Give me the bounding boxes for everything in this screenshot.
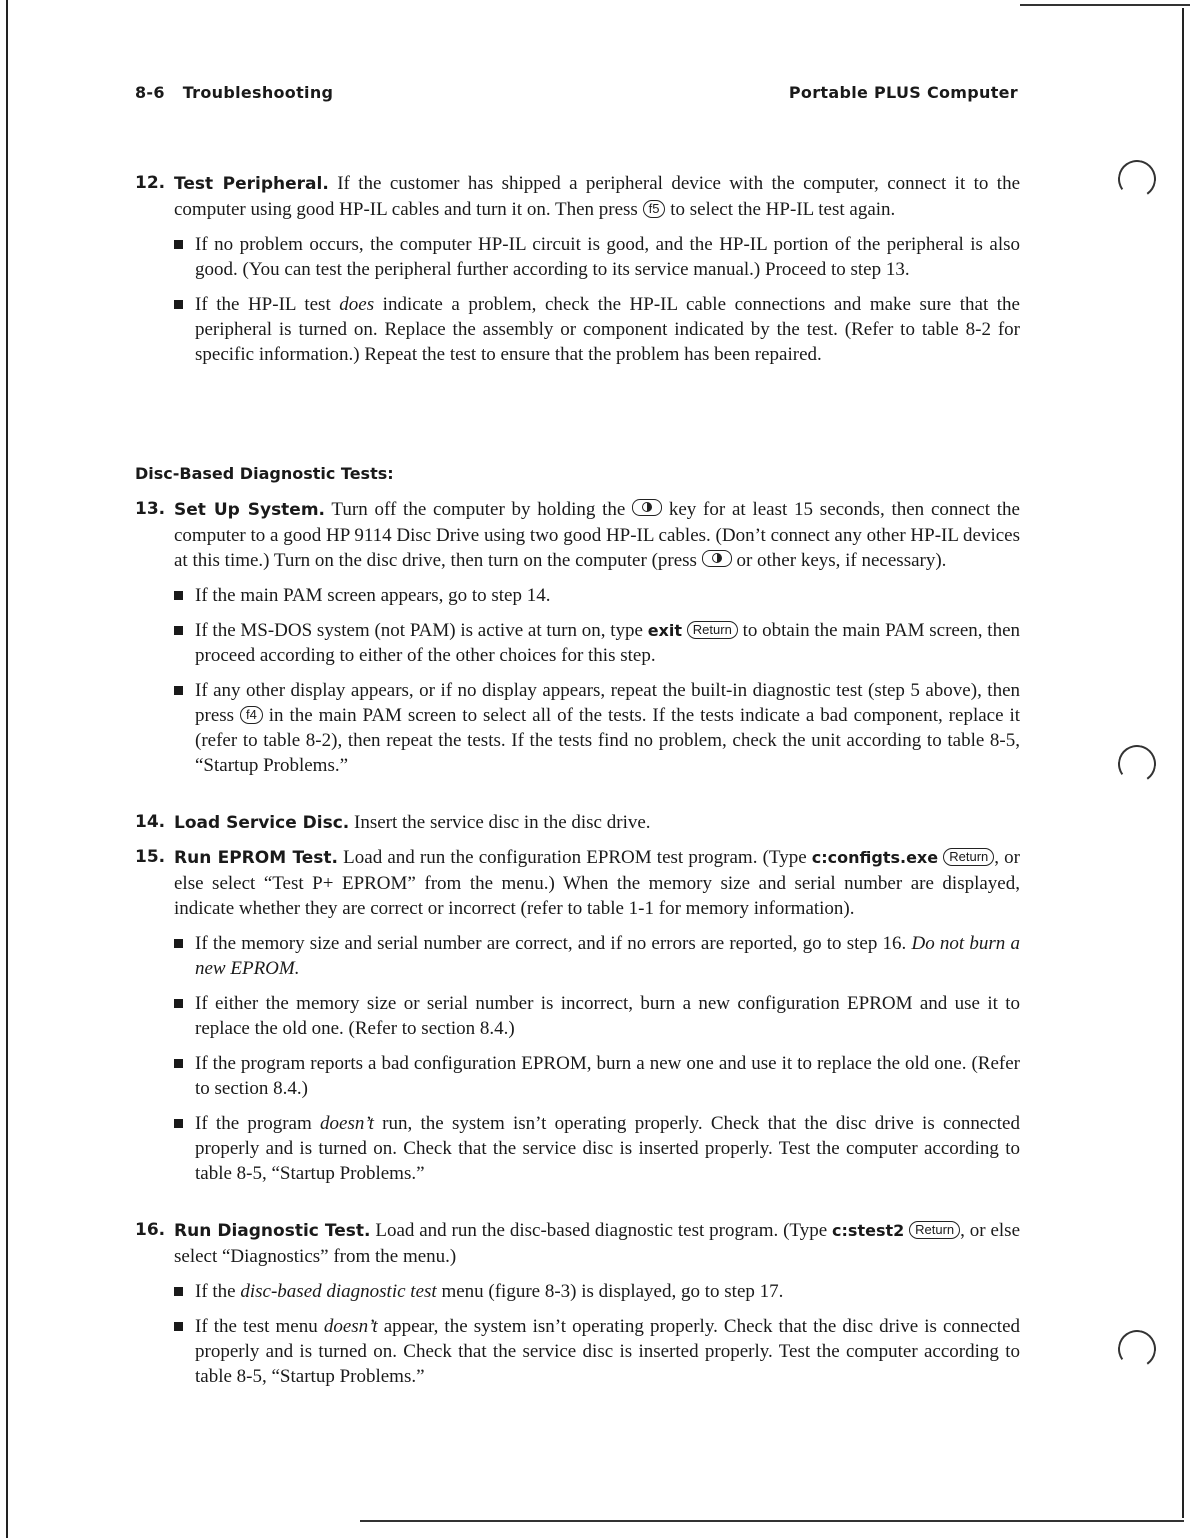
emphasis: does (339, 294, 375, 315)
bullet-list (174, 1279, 1020, 1389)
list-item: If the main PAM screen appears, go to step 14. (174, 583, 1020, 608)
list-item: If no problem occurs, the computer HP-IL circuit is good, and the HP-IL portion of the peripheral is also good. (You can test the peripheral further according to its service manual.) Proceed to step 13. (174, 232, 1020, 282)
list-item: If either the memory size or serial number is incorrect, burn a new configuration EPROM and use it to replace the old one. (Refer to section 8.4.) (174, 991, 1020, 1041)
step-title: Load Service Disc. (174, 813, 350, 833)
step-text (174, 810, 1020, 836)
step-number: 12. (135, 173, 166, 193)
binder-hole-icon (1115, 157, 1159, 201)
section-heading: Disc-Based Diagnostic Tests: (135, 464, 394, 483)
step-14 (135, 810, 1020, 836)
item-text: If the HP-IL test (195, 294, 340, 315)
list-item (174, 1111, 1020, 1186)
step-text-part: If the customer has shipped a peripheral device with the computer, connect it to the computer using good HP-IL cables and turn it on. Then press (174, 173, 1020, 220)
step-text-part: Load and run the configuration EPROM test program. (Type (338, 847, 812, 868)
item-text: to obtain the main PAM screen, then proceed according to either of the other choices for this step. (195, 620, 1020, 666)
emphasis: disc-based diagnostic test (240, 1281, 437, 1302)
step-15 (135, 845, 1020, 1196)
command-text: exit (647, 621, 683, 640)
step-text (174, 497, 1020, 573)
step-text (174, 171, 1020, 222)
step-text-part: , or else select “Diagnostics” from the menu.) (174, 1220, 1021, 1267)
page-edge-top (1020, 4, 1190, 6)
step-title: Set Up System. (174, 500, 326, 520)
page-edge-bottom (360, 1520, 1184, 1522)
bullet-list (174, 583, 1020, 778)
item-text: If the program (195, 1113, 321, 1134)
step-title: Test Peripheral. (174, 174, 329, 194)
power-key-icon (632, 499, 662, 516)
emphasis: Do not burn a new EPROM. (195, 933, 1020, 979)
return-key-icon: Return (943, 848, 994, 866)
step-number: 13. (135, 499, 166, 519)
emphasis: doesn’t (323, 1316, 378, 1337)
step-title: Run Diagnostic Test. (174, 1221, 371, 1241)
step-text (174, 1218, 1020, 1269)
list-item (174, 931, 1020, 981)
step-text-part: , or else select “Test P+ EPROM” from the menu.) When the memory size and serial number are displayed, indicate whether they are correct or incorrect (refer to table 1-1 for memory information). (174, 847, 1020, 919)
item-text: If the memory size and serial number are correct, and if no errors are reported, go to step 16. (195, 933, 907, 954)
return-key-icon: Return (687, 621, 738, 639)
item-text: If the MS-DOS system (not PAM) is active at turn on, type (195, 620, 648, 641)
step-title: Run EPROM Test. (174, 848, 339, 868)
step-text-part: or other keys, if necessary). (731, 550, 947, 571)
step-number: 15. (135, 847, 166, 867)
command-text: c:configts.exe (811, 848, 939, 867)
f4-key-icon: f4 (240, 706, 263, 724)
item-text: indicate a problem, check the HP-IL cable connections and make sure that the peripheral is turned on. Replace the assembly or component indicated by the test. (Refer to table 8-2 for specific information.) Repeat the test to ensure that the problem has been repaired. (195, 294, 1020, 365)
command-text: c:stest2 (832, 1221, 905, 1240)
step-text-part: Turn off the computer by holding the (325, 499, 633, 520)
list-item (174, 618, 1020, 668)
product-title: Portable PLUS Computer (788, 83, 1018, 102)
emphasis: doesn’t (320, 1113, 374, 1134)
chapter-title: Troubleshooting (182, 83, 334, 102)
power-key-icon (702, 550, 732, 567)
step-number: 16. (135, 1220, 166, 1240)
step-12 (135, 171, 1020, 377)
item-text: run, the system isn’t operating properly. Check that the disc drive is connected properly and is turned on. Check that the service disc is inserted properly. Test the computer according to table 8-5, “Startup Problems.” (195, 1113, 1020, 1184)
step-number: 14. (135, 812, 166, 832)
item-text: If the (195, 1281, 241, 1302)
list-item (174, 1314, 1020, 1389)
step-text-part: Insert the service disc in the disc drive. (349, 812, 651, 833)
step-text-part: Load and run the disc-based diagnostic test program. (Type (370, 1220, 833, 1241)
item-text: in the main PAM screen to select all of the tests. If the tests indicate a bad component, replace it (refer to table 8-2), then repeat the tests. If the tests find no problem, check the unit according to table 8-5, “Startup Problems.” (195, 705, 1020, 776)
binder-hole-icon (1115, 742, 1159, 786)
item-text: If any other display appears, or if no display appears, repeat the built-in diagnostic test (step 5 above), then press (195, 680, 1020, 726)
list-item (174, 678, 1020, 778)
step-13 (135, 497, 1020, 788)
item-text: If the test menu (195, 1316, 324, 1337)
running-header-left (135, 80, 333, 105)
f5-key-icon: f5 (643, 200, 666, 218)
binder-hole-icon (1115, 1327, 1159, 1371)
page-number: 8-6 (135, 83, 165, 102)
return-key-icon: Return (909, 1221, 960, 1239)
list-item (174, 292, 1020, 367)
list-item: If the program reports a bad configuration EPROM, burn a new one and use it to replace the old one. (Refer to section 8.4.) (174, 1051, 1020, 1101)
list-item (174, 1279, 1020, 1304)
step-text-part: to select the HP-IL test again. (665, 199, 896, 220)
page-edge-right (1182, 8, 1184, 1518)
item-text: appear, the system isn’t operating properly. Check that the disc drive is connected properly and is turned on. Check that the service disc is inserted properly. Test the computer according to table 8-5, “Startup Problems.” (195, 1316, 1020, 1387)
item-text: menu (figure 8-3) is displayed, go to step 17. (436, 1281, 784, 1302)
step-text (174, 845, 1020, 921)
bullet-list (174, 931, 1020, 1186)
page-edge-left (6, 0, 8, 1538)
bullet-list (174, 232, 1020, 367)
step-16 (135, 1218, 1020, 1399)
step-text-part: key for at least 15 seconds, then connect the computer to a good HP 9114 Disc Drive using two good HP-IL cables. (Don’t connect any other HP-IL devices at this time.) Turn on the disc drive, then turn on the computer (press (174, 499, 1020, 571)
